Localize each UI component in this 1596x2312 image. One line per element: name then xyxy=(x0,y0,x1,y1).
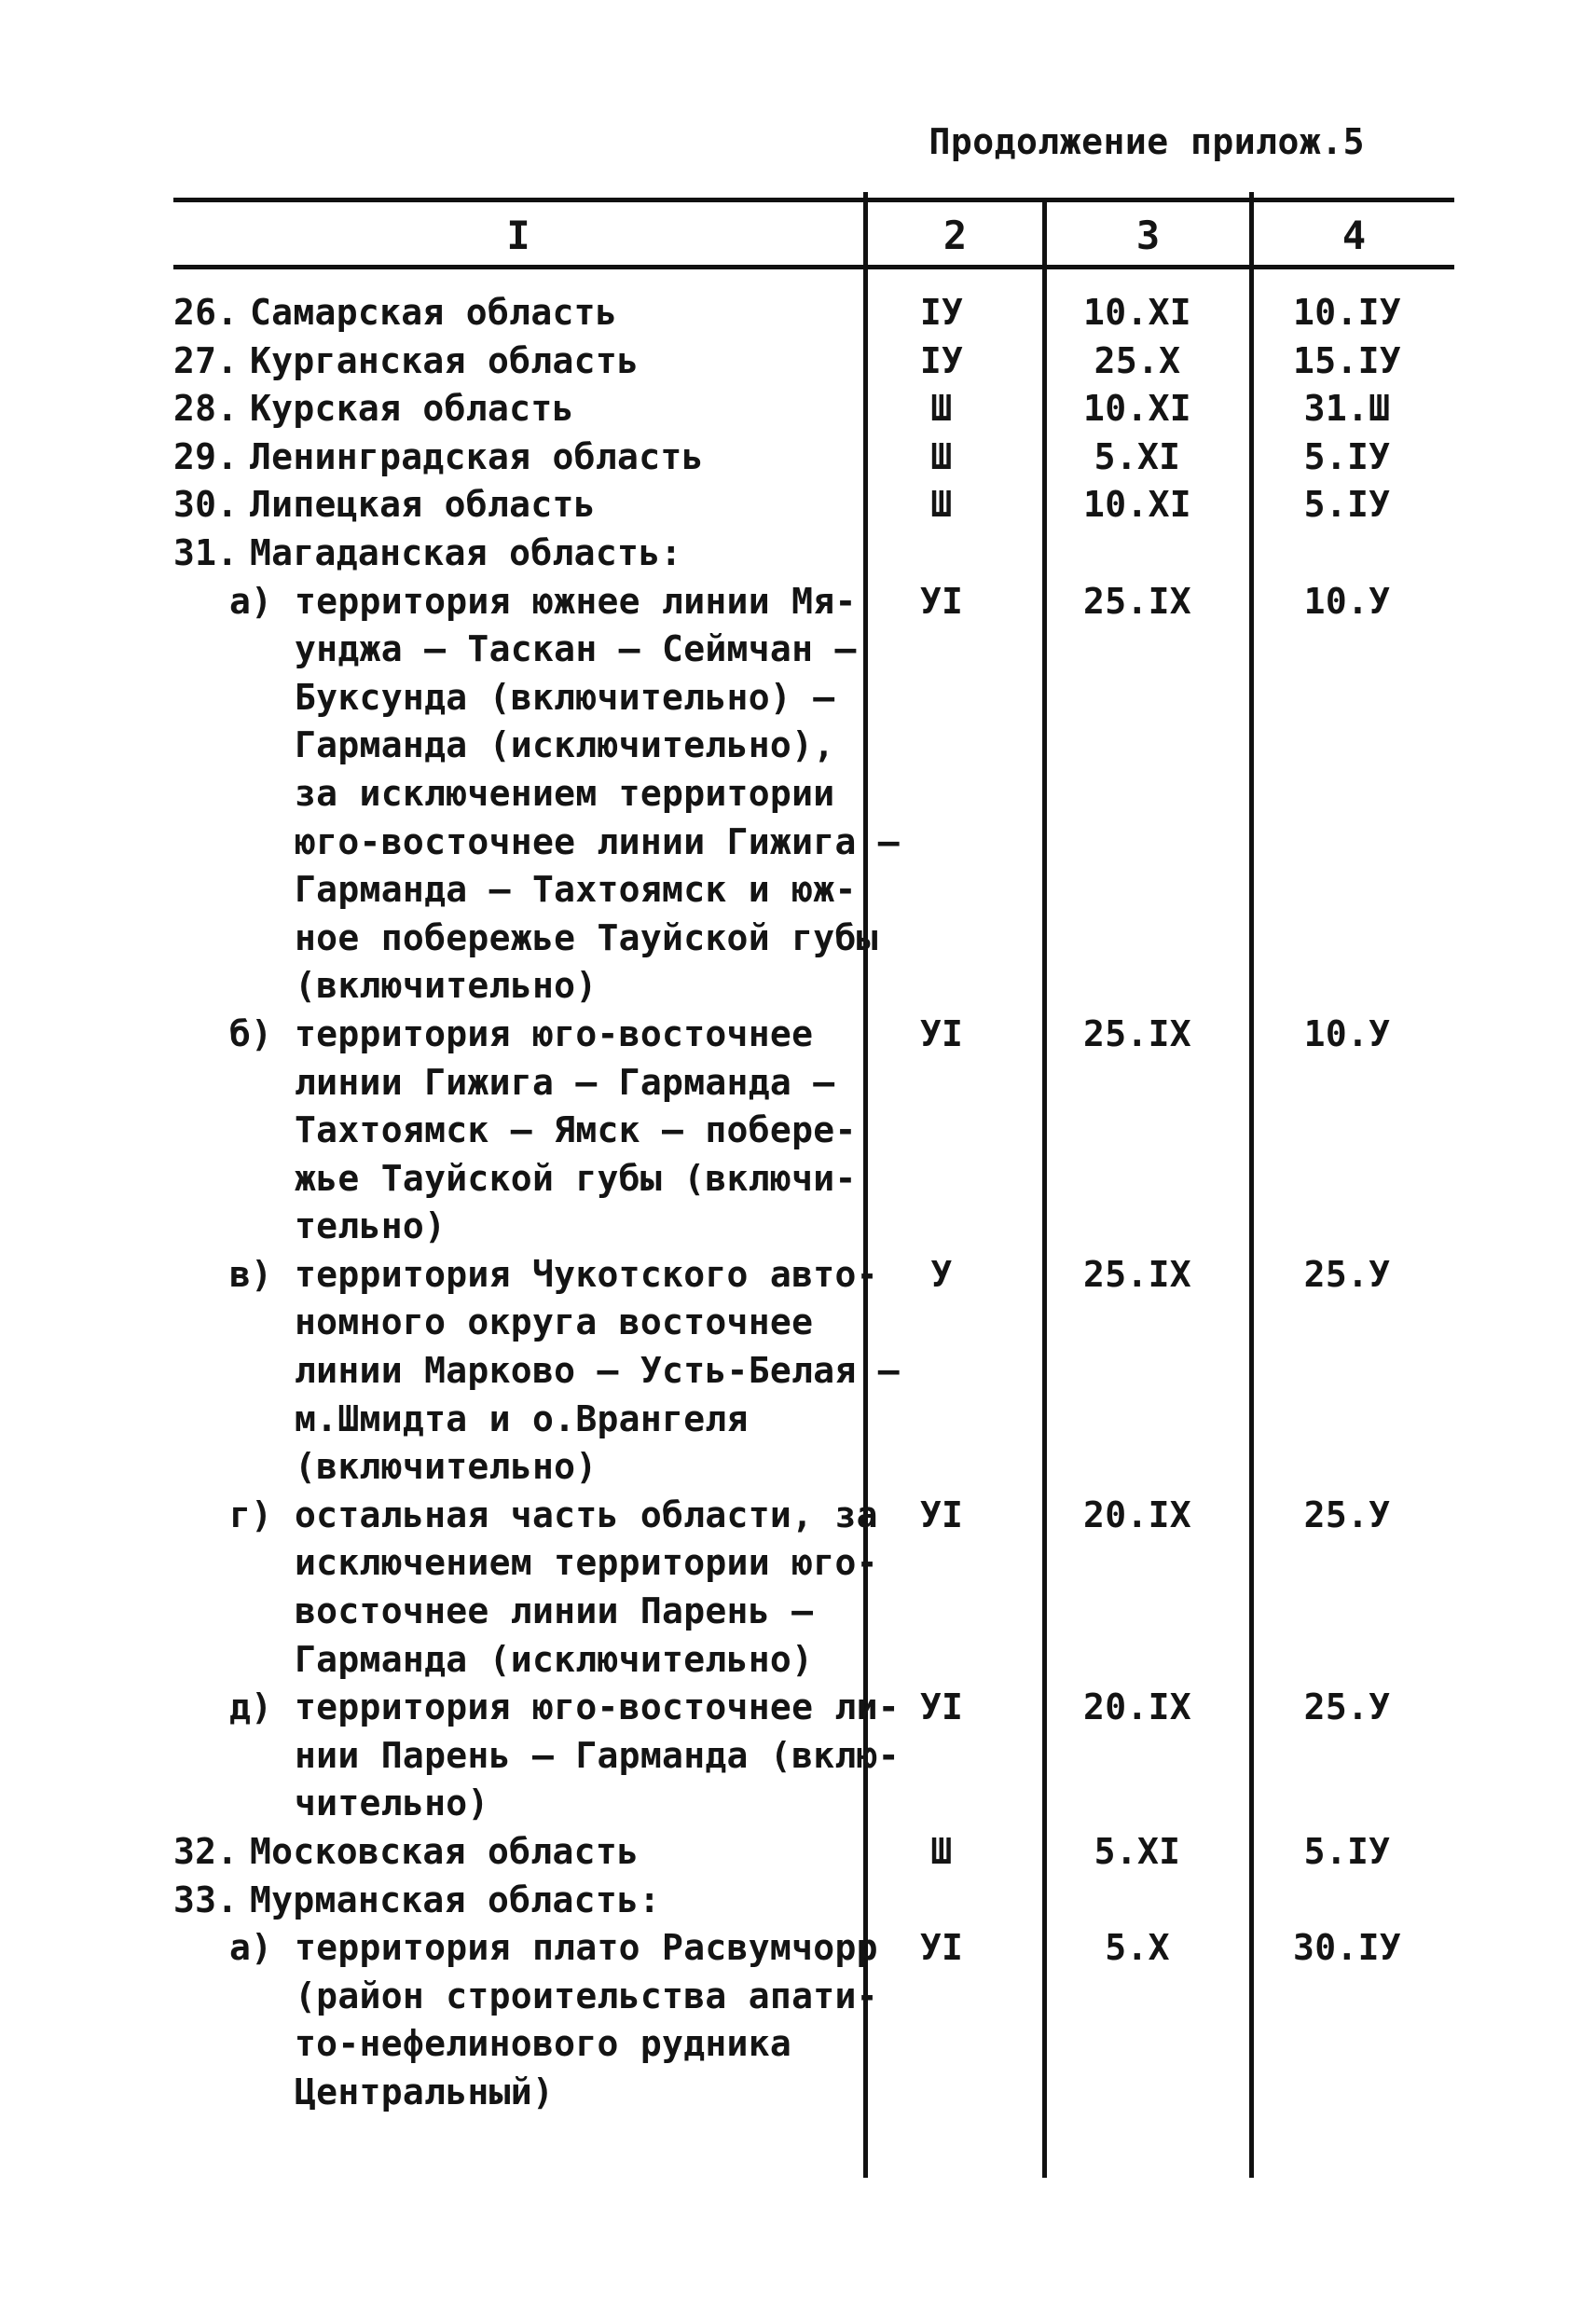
entry-label: унджа – Таскан – Сеймчан – xyxy=(295,628,857,670)
entry-label: Магаданская область: xyxy=(250,531,682,573)
table-row xyxy=(0,434,1596,482)
entry-number: а) xyxy=(229,1927,273,1969)
entry-number: 28. xyxy=(173,388,239,430)
zone-cell: УI xyxy=(919,1686,964,1728)
entry-text-line xyxy=(0,1539,1596,1588)
entry-label: линии Марково – Усть-Белая – xyxy=(295,1350,900,1392)
zone-cell: Ш xyxy=(930,484,953,526)
entry-label: Тахтоямск – Ямск – побере- xyxy=(295,1109,857,1151)
zone-cell: Ш xyxy=(930,1831,953,1872)
entry-number: б) xyxy=(229,1012,273,1054)
entry-text-line xyxy=(0,1780,1596,1828)
entry-text-line xyxy=(0,770,1596,819)
start-date-cell: 5.X xyxy=(1105,1927,1170,1969)
entry-label: Московская область xyxy=(250,1831,640,1872)
entry-label: Буксунда (включительно) – xyxy=(295,676,835,718)
entry-label: номного округа восточнее xyxy=(295,1301,814,1343)
entry-label: Центральный) xyxy=(295,2071,555,2112)
entry-label: Самарская область xyxy=(250,292,618,333)
table-row xyxy=(0,1924,1596,2116)
zone-cell: УI xyxy=(919,1927,964,1969)
end-date-cell: 5.IУ xyxy=(1303,435,1391,477)
entry-text-line xyxy=(0,385,1596,434)
zone-cell: УI xyxy=(919,580,964,622)
table-row xyxy=(0,1251,1596,1492)
entry-text-line xyxy=(0,578,1596,626)
page-caption: Продолжение прилож.5 xyxy=(929,121,1365,162)
entry-text-line xyxy=(0,819,1596,867)
entry-number: 29. xyxy=(173,435,239,477)
entry-number: 26. xyxy=(173,292,239,333)
end-date-cell: 5.IУ xyxy=(1303,1831,1391,1872)
end-date-cell: 25.У xyxy=(1303,1686,1391,1728)
end-date-cell: 10.У xyxy=(1303,1012,1391,1054)
table-row xyxy=(0,1492,1596,1684)
table-row xyxy=(0,1877,1596,1925)
entry-number: в) xyxy=(229,1253,273,1295)
entry-text-line xyxy=(0,1347,1596,1396)
entry-text-line xyxy=(0,1059,1596,1108)
entry-text-line xyxy=(0,530,1596,578)
start-date-cell: 25.IX xyxy=(1083,1012,1191,1054)
entry-text-line xyxy=(0,289,1596,337)
zone-cell: УI xyxy=(919,1012,964,1054)
entry-number: 33. xyxy=(173,1878,239,1920)
end-date-cell: 31.Ш xyxy=(1303,388,1391,430)
entry-number: 27. xyxy=(173,339,239,381)
end-date-cell: 25.У xyxy=(1303,1493,1391,1535)
entry-text-line xyxy=(0,1877,1596,1925)
entry-text-line xyxy=(0,1732,1596,1781)
column-header-4: 4 xyxy=(1341,213,1367,258)
entry-label: территория плато Расвумчорр xyxy=(295,1927,878,1969)
end-date-cell: 10.У xyxy=(1303,580,1391,622)
end-date-cell: 25.У xyxy=(1303,1253,1391,1295)
entry-number: 30. xyxy=(173,484,239,526)
entry-label: территория юго-восточнее xyxy=(295,1012,814,1054)
entry-text-line xyxy=(0,1155,1596,1204)
start-date-cell: 10.XI xyxy=(1083,292,1191,333)
table-row xyxy=(0,337,1596,386)
entry-text-line xyxy=(0,1011,1596,1059)
entry-number: а) xyxy=(229,580,273,622)
entry-label: территория южнее линии Мя- xyxy=(295,580,857,622)
zone-cell: Ш xyxy=(930,435,953,477)
entry-label: м.Шмидта и о.Врангеля xyxy=(295,1397,749,1439)
entry-label: (включительно) xyxy=(295,965,598,1007)
column-header-3: 3 xyxy=(1135,213,1161,258)
entry-label: территория Чукотского авто- xyxy=(295,1253,878,1295)
entry-label: (включительно) xyxy=(295,1446,598,1488)
entry-text-line xyxy=(0,674,1596,722)
table-row xyxy=(0,530,1596,578)
entry-label: Липецкая область xyxy=(250,484,596,526)
entry-label: за исключением территории xyxy=(295,772,835,814)
start-date-cell: 25.IX xyxy=(1083,580,1191,622)
zone-cell: У xyxy=(930,1253,953,1295)
entry-number: д) xyxy=(229,1686,273,1728)
entry-text-line xyxy=(0,481,1596,530)
start-date-cell: 10.XI xyxy=(1083,388,1191,430)
entry-label: тельно) xyxy=(295,1205,447,1247)
entry-text-line xyxy=(0,1684,1596,1732)
start-date-cell: 25.X xyxy=(1094,339,1181,381)
entry-label: территория юго-восточнее ли- xyxy=(295,1686,900,1728)
end-date-cell: 5.IУ xyxy=(1303,484,1391,526)
entry-label: линии Гижига – Гарманда – xyxy=(295,1061,835,1103)
zone-cell xyxy=(872,530,1011,578)
entry-text-line xyxy=(0,1396,1596,1444)
start-date-cell: 5.XI xyxy=(1094,1831,1181,1872)
end-date-cell: 10.IУ xyxy=(1293,292,1401,333)
entry-label: восточнее линии Парень – xyxy=(295,1590,814,1632)
entry-label: Гарманда (исключительно) xyxy=(295,1638,814,1680)
entry-label: то-нефелинового рудника xyxy=(295,2023,792,2065)
entry-label: нии Парень – Гарманда (вклю- xyxy=(295,1734,900,1776)
entry-text-line xyxy=(0,626,1596,674)
table-row xyxy=(0,578,1596,1011)
end-date-cell xyxy=(1268,1877,1426,1925)
entry-label: Ленинградская область xyxy=(250,435,704,477)
table-body xyxy=(0,289,1596,2117)
start-date-cell: 10.XI xyxy=(1083,484,1191,526)
entry-label: юго-восточнее линии Гижига – xyxy=(295,820,900,862)
entry-text-line xyxy=(0,1107,1596,1155)
table-row xyxy=(0,481,1596,530)
entry-text-line xyxy=(0,434,1596,482)
entry-label: исключением территории юго- xyxy=(295,1542,878,1584)
start-date-cell xyxy=(1058,530,1217,578)
table-top-rule xyxy=(173,198,1454,202)
table-row xyxy=(0,1684,1596,1828)
entry-text-line xyxy=(0,1636,1596,1685)
entry-text-line xyxy=(0,1924,1596,1973)
entry-text-line xyxy=(0,1588,1596,1636)
entry-text-line xyxy=(0,866,1596,915)
end-date-cell xyxy=(1268,530,1426,578)
column-header-2: 2 xyxy=(942,213,968,258)
start-date-cell xyxy=(1058,1877,1217,1925)
entry-label: (район строительства апати- xyxy=(295,1975,878,2016)
start-date-cell: 20.IX xyxy=(1083,1686,1191,1728)
table-row xyxy=(0,385,1596,434)
zone-cell: Ш xyxy=(930,388,953,430)
zone-cell: УI xyxy=(919,1493,964,1535)
zone-cell: IУ xyxy=(919,292,964,333)
entry-label: Мурманская область: xyxy=(250,1878,661,1920)
header-bottom-rule xyxy=(173,265,1454,269)
entry-text-line xyxy=(0,2020,1596,2069)
entry-text-line xyxy=(0,722,1596,770)
zone-cell xyxy=(872,1877,1011,1925)
entry-label: остальная часть области, за xyxy=(295,1493,878,1535)
entry-text-line xyxy=(0,962,1596,1011)
entry-text-line xyxy=(0,1492,1596,1540)
zone-cell: IУ xyxy=(919,339,964,381)
end-date-cell: 15.IУ xyxy=(1293,339,1401,381)
entry-text-line xyxy=(0,1828,1596,1877)
entry-label: Курганская область xyxy=(250,339,640,381)
start-date-cell: 25.IX xyxy=(1083,1253,1191,1295)
entry-label: жье Тауйской губы (включи- xyxy=(295,1157,857,1199)
table-row xyxy=(0,289,1596,337)
start-date-cell: 5.XI xyxy=(1094,435,1181,477)
entry-text-line xyxy=(0,1443,1596,1492)
entry-label: Гарманда – Тахтоямск и юж- xyxy=(295,869,857,911)
table-row xyxy=(0,1828,1596,1877)
entry-number: 31. xyxy=(173,531,239,573)
entry-text-line xyxy=(0,337,1596,386)
entry-label: Курская область xyxy=(250,388,574,430)
entry-label: чительно) xyxy=(295,1782,489,1824)
entry-label: Гарманда (исключительно), xyxy=(295,724,835,766)
entry-text-line xyxy=(0,1203,1596,1251)
entry-text-line xyxy=(0,1299,1596,1347)
entry-label: ное побережье Тауйской губы xyxy=(295,916,878,958)
column-header-1: I xyxy=(506,213,530,258)
entry-number: 32. xyxy=(173,1831,239,1872)
start-date-cell: 20.IX xyxy=(1083,1493,1191,1535)
entry-text-line xyxy=(0,1251,1596,1300)
entry-number: г) xyxy=(229,1493,273,1535)
entry-text-line xyxy=(0,915,1596,963)
entry-text-line xyxy=(0,1973,1596,2021)
table-row xyxy=(0,1011,1596,1251)
entry-text-line xyxy=(0,2069,1596,2117)
end-date-cell: 30.IУ xyxy=(1293,1927,1401,1969)
